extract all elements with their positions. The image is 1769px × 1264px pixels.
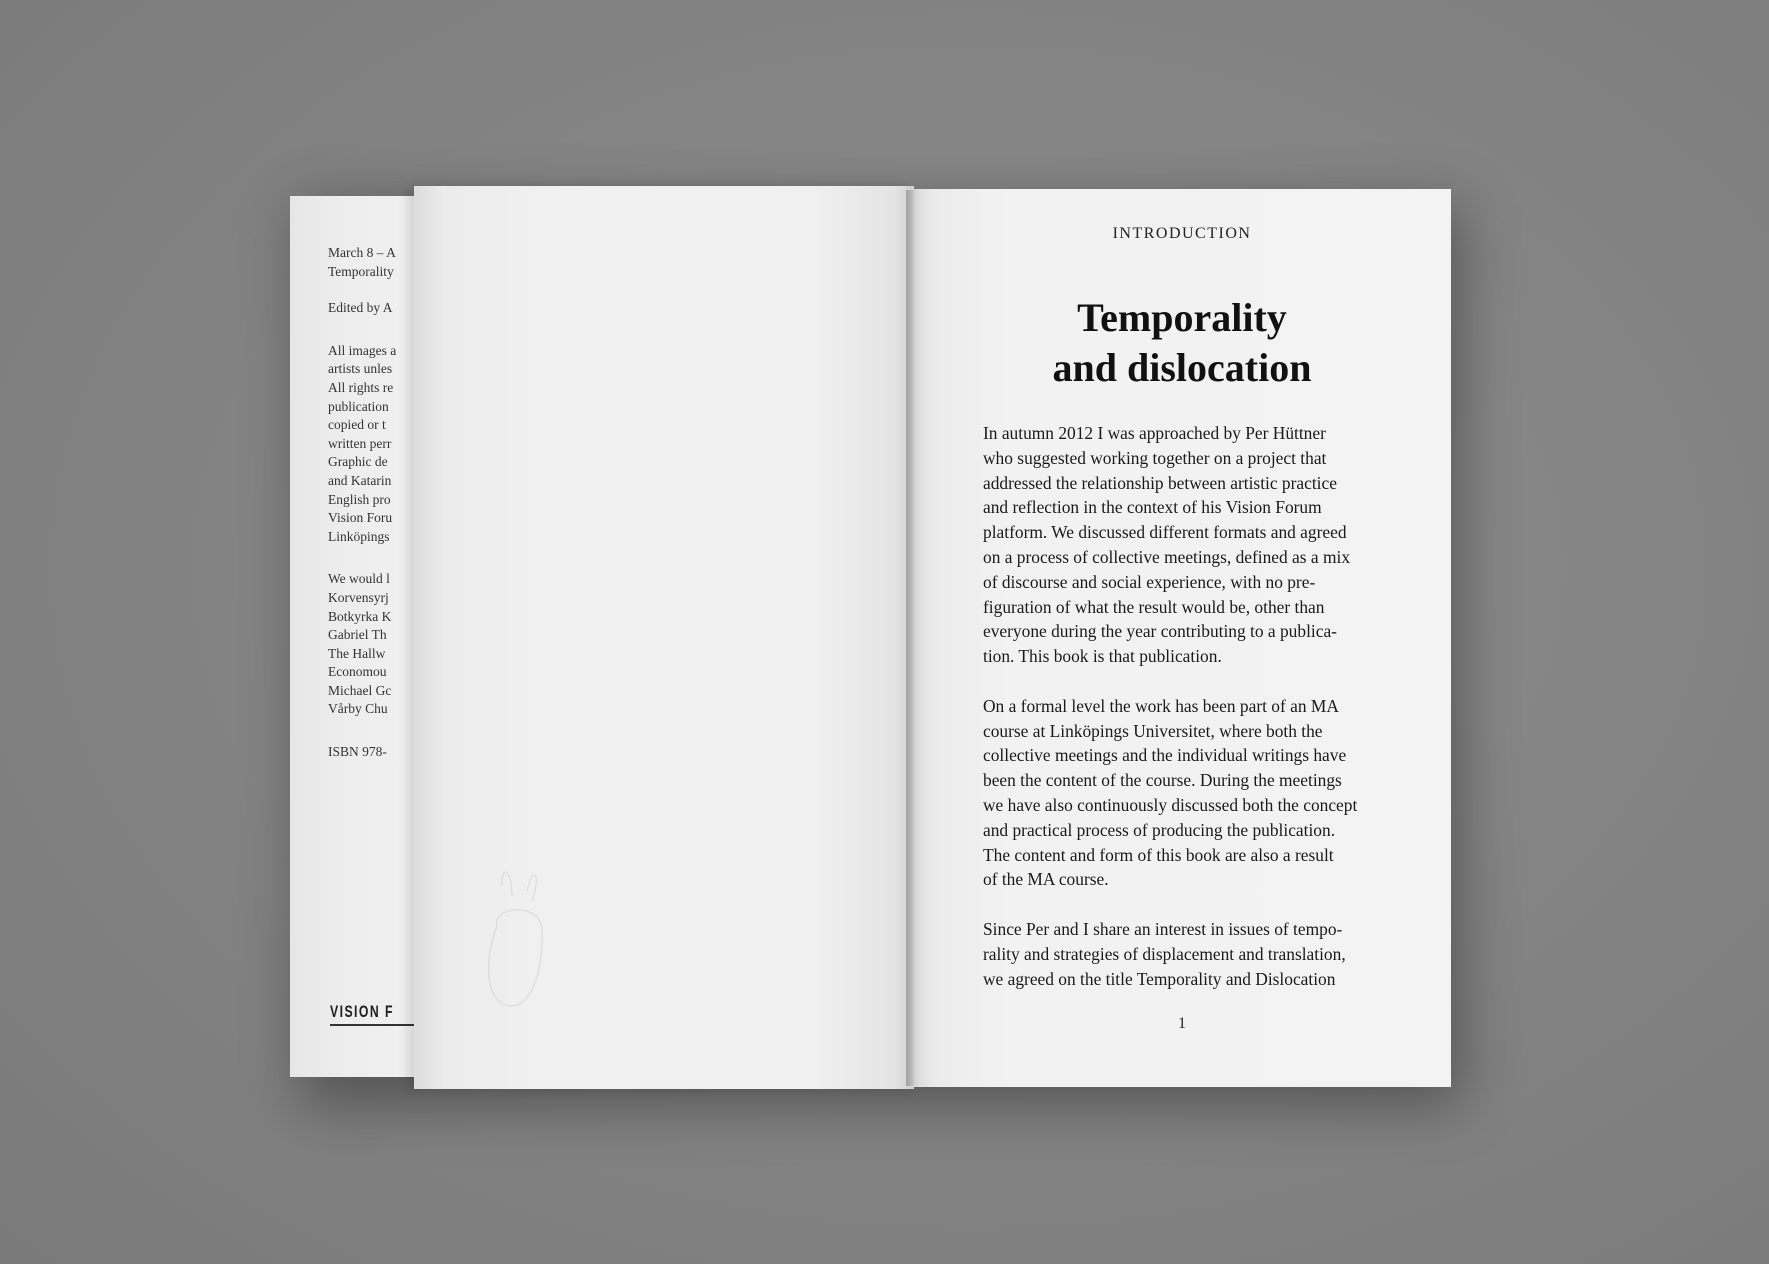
book-gutter xyxy=(906,190,920,1086)
text-line: been the content of the course. During the meetings xyxy=(983,770,1342,791)
text-line: we agreed on the title Temporality and Dislocation xyxy=(983,968,1336,989)
colophon-line: Gabriel Th xyxy=(328,627,387,643)
colophon-line: Linköpings xyxy=(328,528,390,544)
colophon-line: ISBN 978- xyxy=(328,744,387,760)
colophon-line: Temporality xyxy=(328,263,394,279)
colophon-line: Economou xyxy=(328,664,387,680)
text-line: of the MA course. xyxy=(983,869,1109,890)
text-line: rality and strategies of displacement and translation, xyxy=(983,943,1346,964)
colophon-line: written perr xyxy=(328,435,392,451)
paragraph xyxy=(983,917,1403,991)
colophon-line: copied or t xyxy=(328,417,386,433)
text-line: collective meetings and the individual writings have xyxy=(983,745,1347,766)
text-line: and practical process of producing the publication. xyxy=(983,819,1336,840)
text-line: of discourse and social experience, with no pre- xyxy=(983,571,1316,592)
blank-page xyxy=(414,186,914,1089)
colophon-line: We would l xyxy=(328,571,390,587)
text-line: tion. This book is that publication. xyxy=(983,646,1222,667)
text-line: The content and form of this book are also a result xyxy=(983,844,1334,865)
vision-forum-logo: VISION F xyxy=(330,1002,394,1021)
text-line: On a formal level the work has been part of an MA xyxy=(983,695,1339,716)
text-line: course at Linköpings Universitet, where both the xyxy=(983,720,1323,741)
colophon-line: publication xyxy=(328,398,389,414)
running-head: INTRODUCTION xyxy=(1112,225,1252,242)
colophon-line: Vårby Chu xyxy=(328,701,388,717)
text-line: who suggested working together on a project that xyxy=(983,447,1327,468)
text-line: addressed the relationship between artistic practice xyxy=(983,472,1337,493)
colophon-line: March 8 – A xyxy=(328,245,396,260)
colophon-line: Korvensyrj xyxy=(328,589,389,605)
text-line: and reflection in the context of his Vision Forum xyxy=(983,497,1322,518)
colophon-line: Edited by A xyxy=(328,300,393,316)
text-line: on a process of collective meetings, defined as a mix xyxy=(983,546,1351,567)
colophon-line: All images a xyxy=(328,342,397,358)
faint-rabbit-illustration-icon xyxy=(472,866,562,1016)
text-line: Since Per and I share an interest in issues of tempo- xyxy=(983,918,1343,939)
colophon-line: artists unles xyxy=(328,361,393,377)
colophon-line: Vision Foru xyxy=(328,510,393,526)
chapter-title xyxy=(913,293,1451,393)
text-line: we have also continuously discussed both the concept xyxy=(983,794,1358,815)
colophon-line: English pro xyxy=(328,491,391,507)
colophon-line: Graphic de xyxy=(328,454,388,470)
colophon-line: and Katarin xyxy=(328,472,392,488)
chapter-title-line: Temporality xyxy=(1077,295,1287,340)
page-number: 1 xyxy=(1178,1015,1186,1032)
chapter-title-line: and dislocation xyxy=(1052,345,1312,390)
introduction-page xyxy=(913,189,1451,1087)
paragraph xyxy=(983,694,1403,892)
text-line: everyone during the year contributing to a publica- xyxy=(983,621,1337,642)
paragraph xyxy=(983,421,1403,669)
colophon-line: Michael Gc xyxy=(328,682,392,698)
colophon-line: All rights re xyxy=(328,379,394,395)
body-text xyxy=(983,421,1403,1016)
colophon-line: Botkyrka K xyxy=(328,608,392,624)
text-line: platform. We discussed different formats and agreed xyxy=(983,522,1347,543)
text-line: In autumn 2012 I was approached by Per Hüttner xyxy=(983,423,1326,443)
colophon-line: The Hallw xyxy=(328,645,386,661)
text-line: figuration of what the result would be, other than xyxy=(983,596,1325,617)
